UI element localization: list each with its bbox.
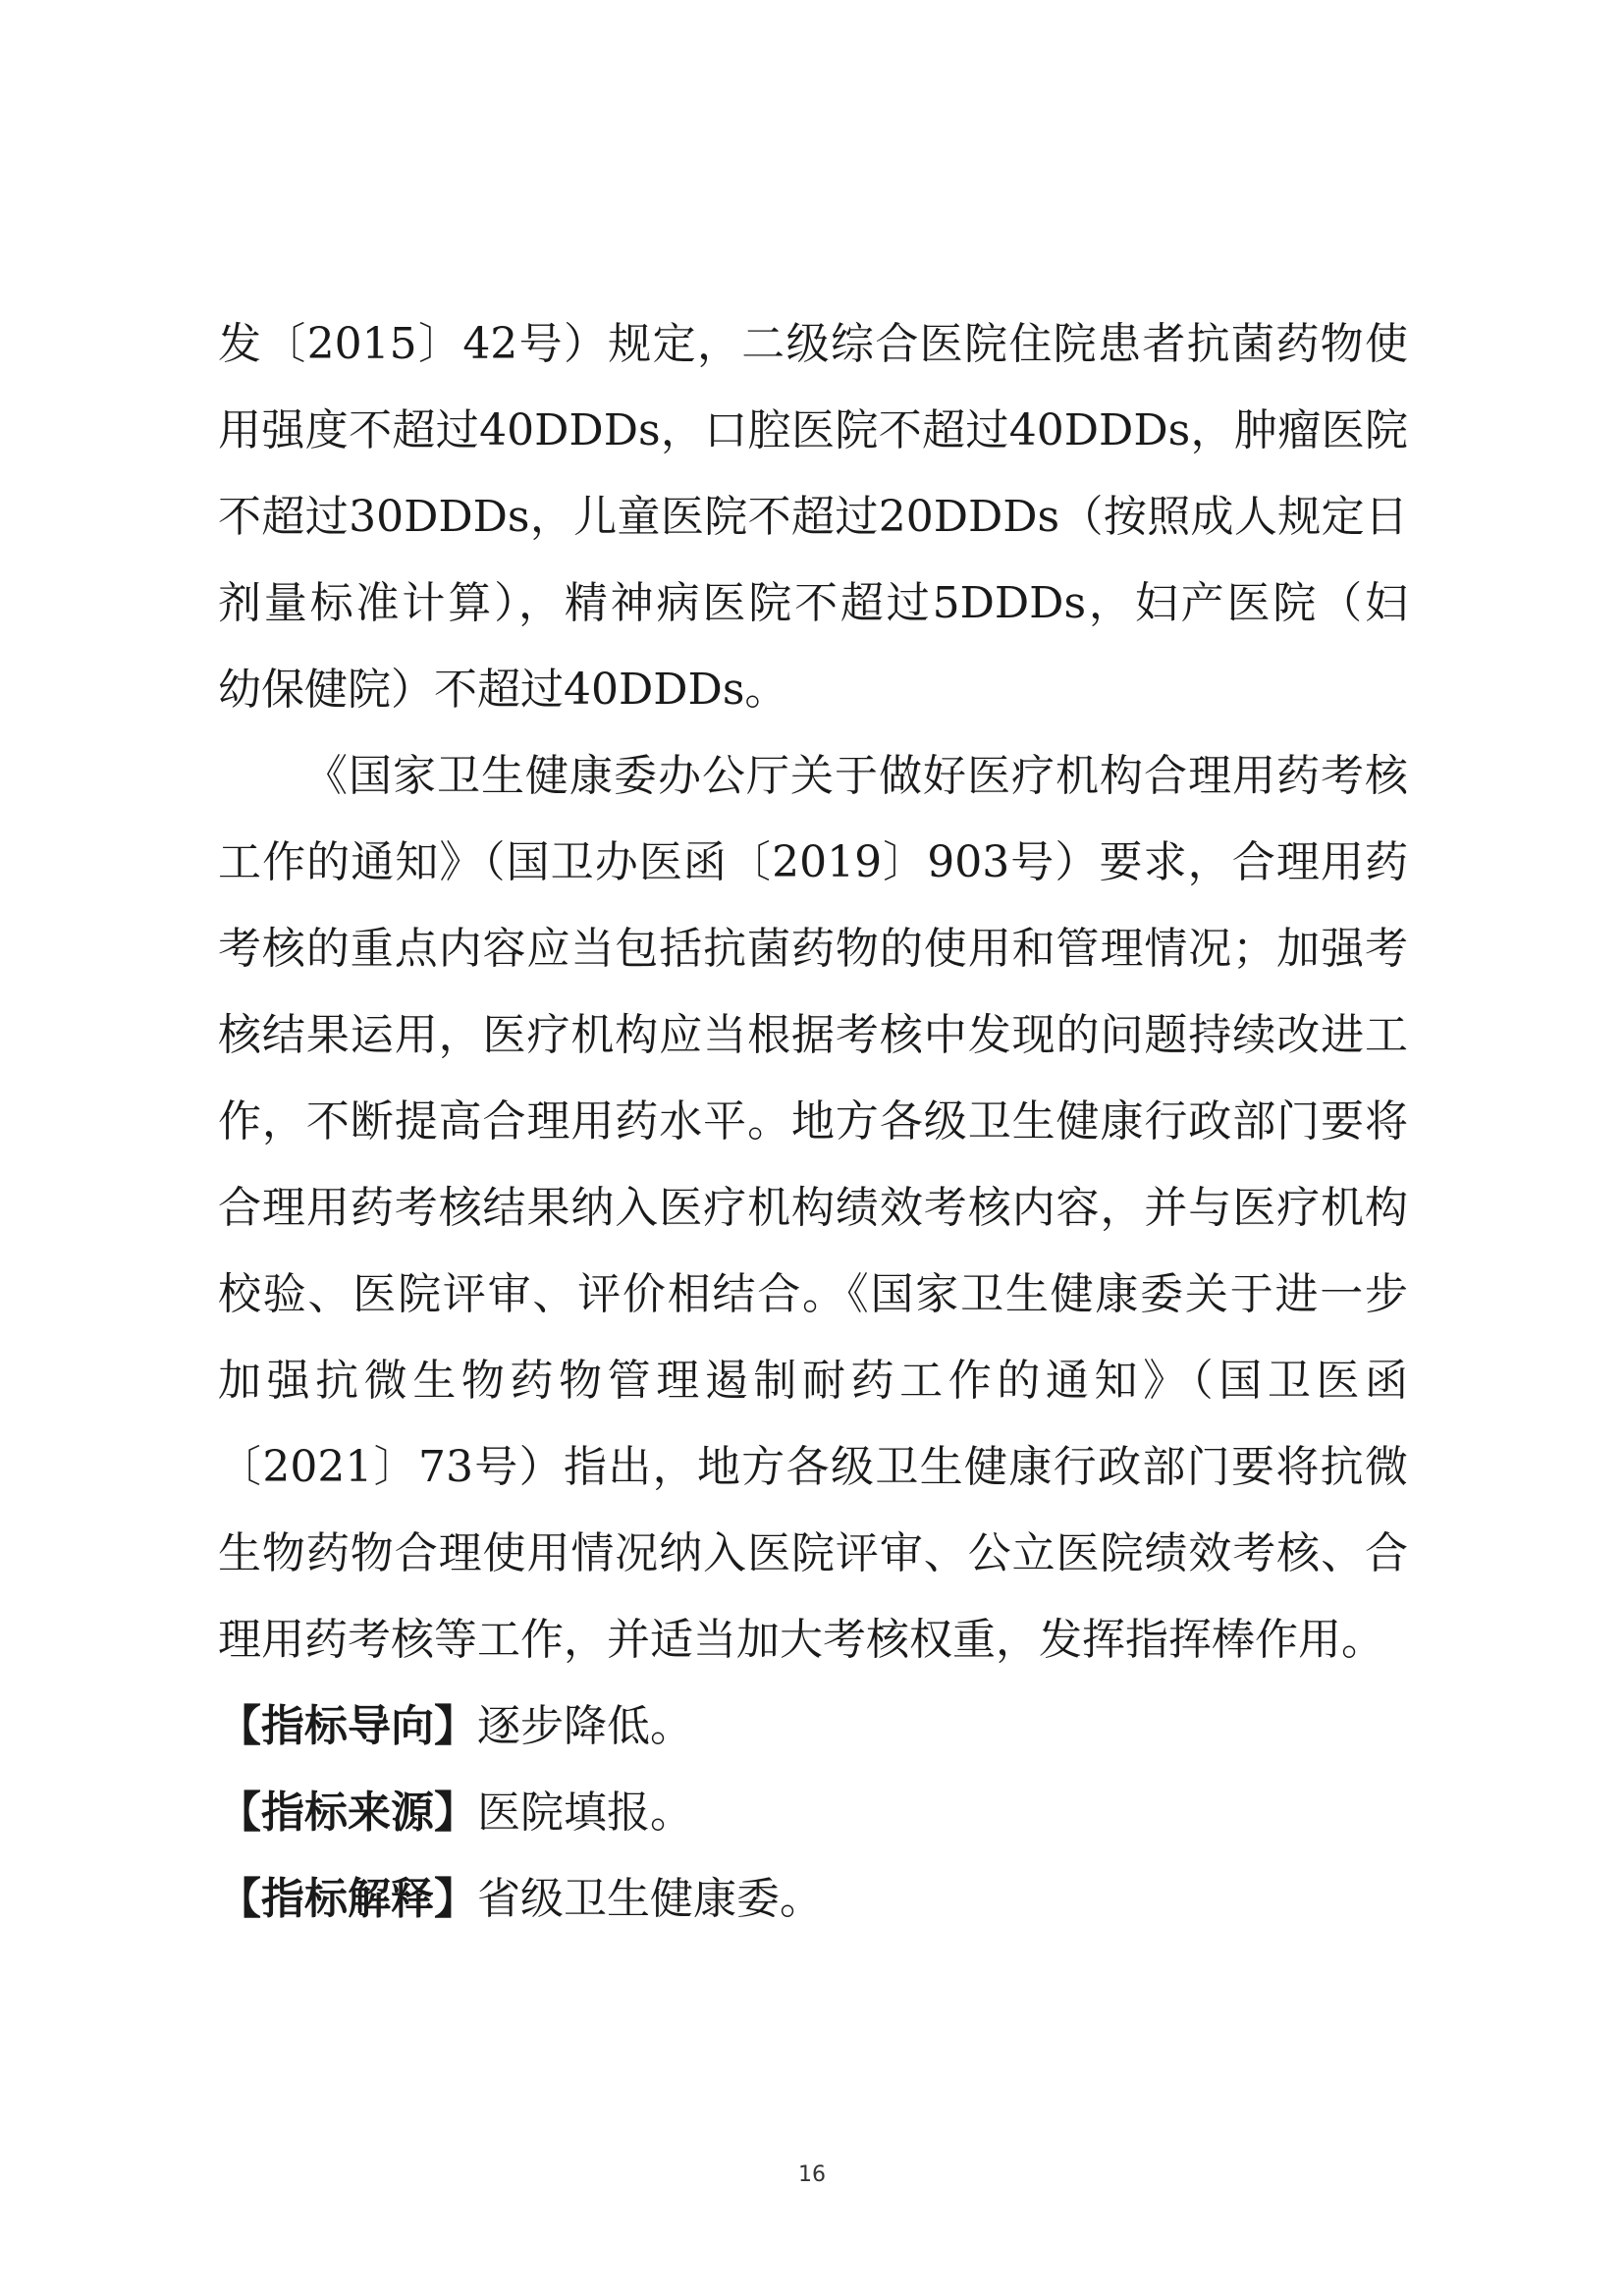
paragraph-2-line-7: 校验、医院评审、评价相结合。《国家卫生健康委关于进一步 xyxy=(218,1269,1408,1319)
indicator-direction-label: 【指标导向】 xyxy=(218,1701,477,1751)
indicator-interpretation-label: 【指标解释】 xyxy=(218,1874,477,1924)
paragraph-2-line-5: 作，不断提高合理用药水平。地方各级卫生健康行政部门要将 xyxy=(218,1096,1408,1147)
indicator-source-label: 【指标来源】 xyxy=(218,1788,477,1838)
paragraph-2-line-3: 考核的重点内容应当包括抗菌药物的使用和管理情况；加强考 xyxy=(218,924,1408,974)
paragraph-1-line-1: 发〔2015〕42号）规定，二级综合医院住院患者抗菌药物使 xyxy=(218,319,1408,369)
paragraph-2-line-4: 核结果运用，医疗机构应当根据考核中发现的问题持续改进工 xyxy=(218,1010,1408,1060)
paragraph-2-line-2: 工作的通知》（国卫办医函〔2019〕903号）要求，合理用药 xyxy=(218,837,1408,887)
paragraph-1-line-2: 用强度不超过40DDDs，口腔医院不超过40DDDs，肿瘤医院 xyxy=(218,405,1408,455)
indicator-interpretation-value: 省级卫生健康委。 xyxy=(477,1874,823,1924)
indicator-source xyxy=(218,1785,1408,1842)
indicator-interpretation xyxy=(218,1871,1408,1928)
indicator-direction-value: 逐步降低。 xyxy=(477,1701,693,1751)
paragraph-1-line-3: 不超过30DDDs，儿童医院不超过20DDDs（按照成人规定日 xyxy=(218,492,1408,542)
paragraph-2-line-6: 合理用药考核结果纳入医疗机构绩效考核内容，并与医疗机构 xyxy=(218,1183,1408,1233)
paragraph-2-line-9: 〔2021〕73号）指出，地方各级卫生健康行政部门要将抗微 xyxy=(218,1442,1408,1492)
page-number: 16 xyxy=(798,2163,826,2187)
indicator-direction xyxy=(218,1698,1408,1755)
paragraph-2-line-11: 理用药考核等工作，并适当加大考核权重，发挥指挥棒作用。 xyxy=(218,1615,1384,1665)
paragraph-2-line-8: 加强抗微生物药物管理遏制耐药工作的通知》（国卫医函 xyxy=(218,1356,1408,1406)
paragraph-2-line-10: 生物药物合理使用情况纳入医院评审、公立医院绩效考核、合 xyxy=(218,1528,1408,1578)
paragraph-1-line-4: 剂量标准计算），精神病医院不超过5DDDs，妇产医院（妇 xyxy=(218,578,1408,628)
indicator-source-value: 医院填报。 xyxy=(477,1788,693,1838)
paragraph-1-line-5: 幼保健院）不超过40DDDs。 xyxy=(218,665,788,715)
paragraph-2-line-1: 《国家卫生健康委办公厅关于做好医疗机构合理用药考核 xyxy=(304,751,1408,801)
